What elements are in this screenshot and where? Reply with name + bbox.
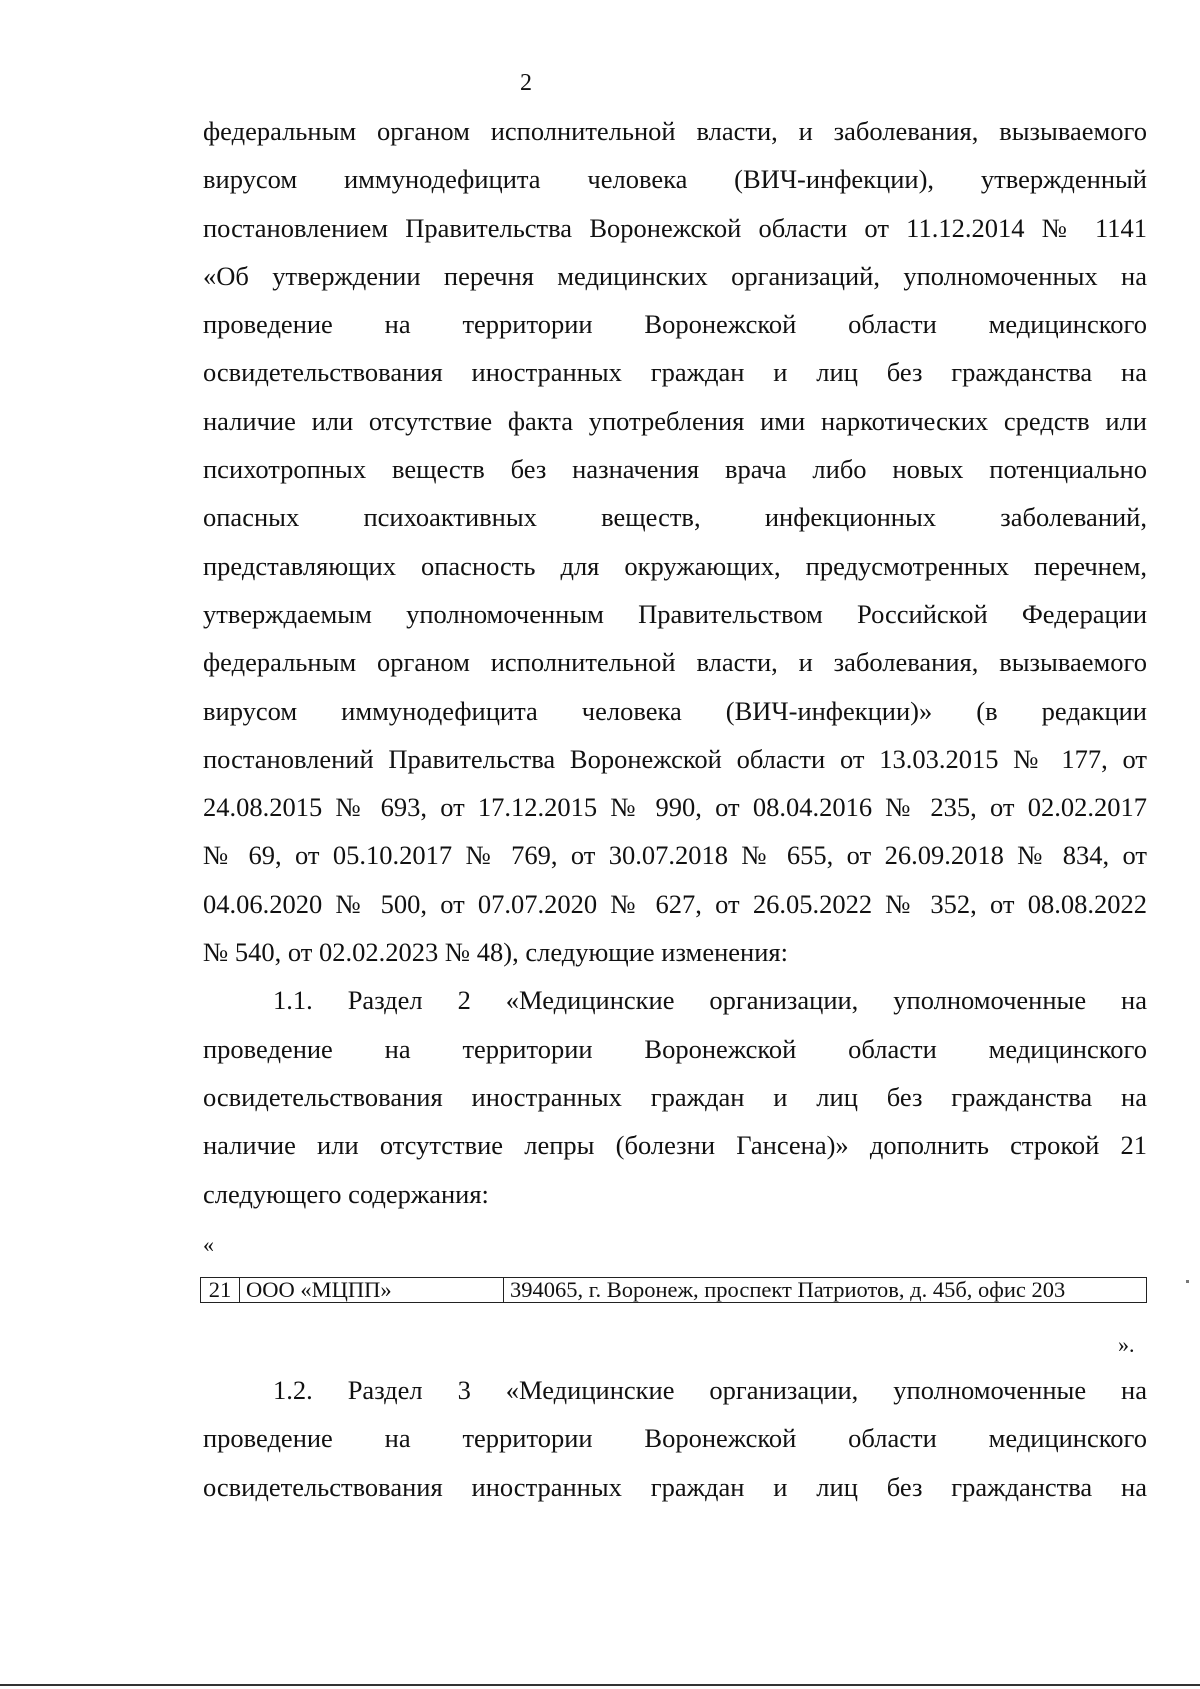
- paragraph-clause-1-2: [203, 1366, 1147, 1511]
- text-line: постановлением Правительства Воронежской области от 11.12.2014 № 1141: [203, 212, 1147, 243]
- quote-close-mark: ».: [1118, 1332, 1135, 1357]
- clause-1-2-heading: 1.2. Раздел 3 «Медицинские организации, уполномоченные на: [273, 1375, 1147, 1405]
- text-line: наличие или отсутствие лепры (болезни Гансена)» дополнить строкой 21: [203, 1130, 1147, 1161]
- text-line: освидетельствования иностранных граждан и лиц без гражданства на: [203, 1471, 1147, 1502]
- organization-cell: ООО «МЦПП»: [240, 1278, 504, 1303]
- text-line: следующего содержания:: [203, 1178, 489, 1209]
- row-number-cell: 21: [201, 1278, 240, 1303]
- clause-1-1-heading: 1.1. Раздел 2 «Медицинские организации, уполномоченные на: [273, 985, 1147, 1016]
- text-line: № 540, от 02.02.2023 № 48), следующие изменения:: [203, 937, 788, 968]
- text-line: вирусом иммунодефицита человека (ВИЧ-инфекции)» (в редакции: [203, 695, 1147, 726]
- text-line: представляющих опасность для окружающих, предусмотренных перечнем,: [203, 550, 1147, 581]
- page-number: 2: [520, 70, 532, 96]
- text-line: проведение на территории Воронежской области медицинского: [203, 309, 1147, 340]
- text-line: наличие или отсутствие факта употребления ими наркотических средств или: [203, 405, 1147, 436]
- text-line: освидетельствования иностранных граждан и лиц без гражданства на: [203, 357, 1147, 388]
- text-line: 24.08.2015 № 693, от 17.12.2015 № 990, от 08.04.2016 № 235, от 02.02.2017: [203, 792, 1147, 823]
- text-line: психотропных веществ без назначения врача либо новых потенциально: [203, 454, 1147, 485]
- text-line: постановлений Правительства Воронежской области от 13.03.2015 № 177, от: [203, 743, 1147, 774]
- text-line: утверждаемым уполномоченным Правительством Российской Федерации: [203, 598, 1147, 629]
- text-line: опасных психоактивных веществ, инфекционных заболеваний,: [203, 502, 1147, 533]
- text-line: вирусом иммунодефицита человека (ВИЧ-инфекции), утвержденный: [203, 164, 1147, 195]
- paragraph-amendment-intro: [203, 107, 1147, 1218]
- address-cell: 394065, г. Воронеж, проспект Патриотов, д. 45б, офис 203: [504, 1278, 1147, 1303]
- text-line: «Об утверждении перечня медицинских организаций, уполномоченных на: [203, 260, 1147, 291]
- table-row: [201, 1278, 1147, 1303]
- inserted-table-row: [200, 1277, 1147, 1303]
- quote-open-mark: «: [203, 1232, 214, 1257]
- text-line: федеральным органом исполнительной власти, и заболевания, вызываемого: [203, 116, 1147, 146]
- text-line: проведение на территории Воронежской области медицинского: [203, 1033, 1147, 1064]
- text-line: проведение на территории Воронежской области медицинского: [203, 1423, 1147, 1454]
- text-line: федеральным органом исполнительной власти, и заболевания, вызываемого: [203, 647, 1147, 678]
- text-line: освидетельствования иностранных граждан и лиц без гражданства на: [203, 1081, 1147, 1112]
- margin-mark: [1186, 1280, 1189, 1283]
- text-line: № 69, от 05.10.2017 № 769, от 30.07.2018 № 655, от 26.09.2018 № 834, от: [203, 840, 1147, 871]
- text-line: 04.06.2020 № 500, от 07.07.2020 № 627, от 26.05.2022 № 352, от 08.08.2022: [203, 888, 1147, 919]
- bottom-scan-edge: [0, 1684, 1200, 1686]
